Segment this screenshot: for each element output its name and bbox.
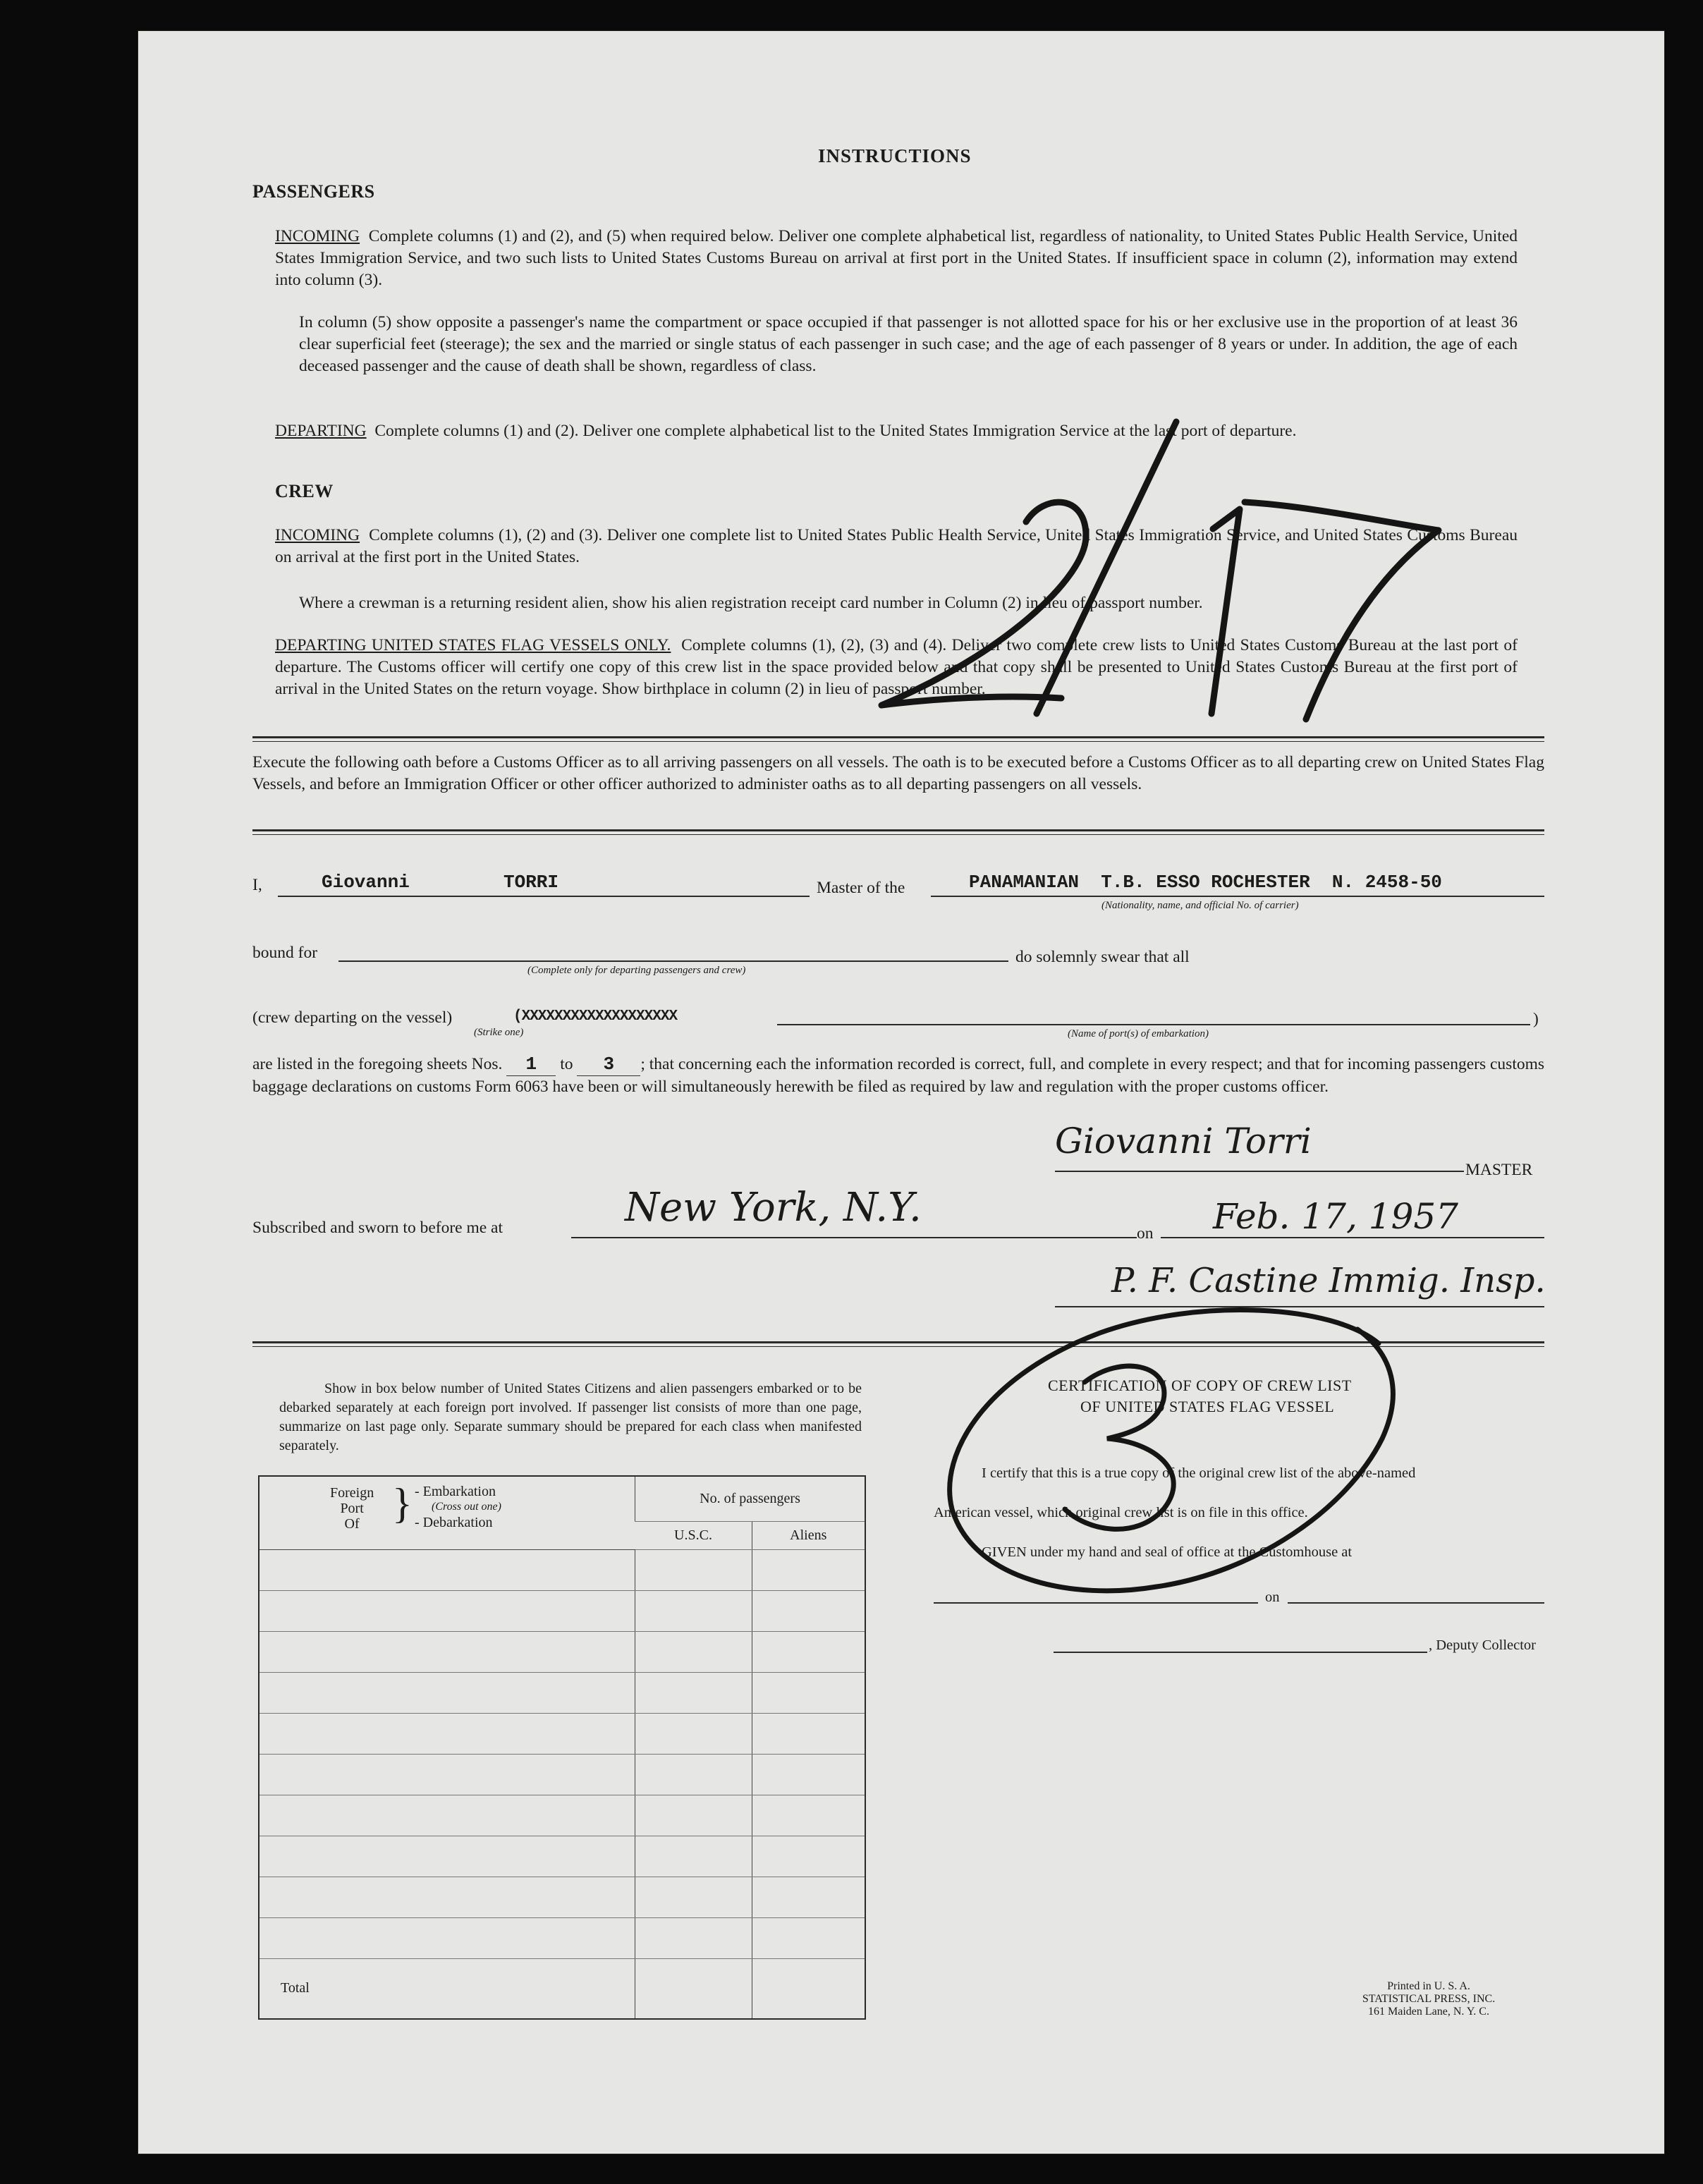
strike-caption: (Strike one) [474, 1027, 524, 1038]
swear-label: do solemnly swear that all [1015, 948, 1190, 966]
crew-incoming-text: Complete columns (1), (2) and (3). Deliver one complete list to United States Public Health Service, United States Immigration Service, and United States Customs Bureau on arrival at the first port in the United States. [275, 526, 1518, 566]
table-cell[interactable] [635, 1549, 752, 1590]
certification-title-1: CERTIFICATION OF COPY OF CREW LIST [1048, 1377, 1352, 1394]
sworn-on-label: on [1137, 1224, 1154, 1243]
port-label: Port [340, 1501, 364, 1516]
customhouse-line [934, 1602, 1258, 1604]
flag-vessels-label: DEPARTING UNITED STATES FLAG VESSELS ONLY. [275, 636, 671, 654]
date-line [1161, 1237, 1544, 1238]
crew-incoming-label: INCOMING [275, 526, 360, 544]
master-signature-line [1055, 1171, 1464, 1172]
flag-vessels-paragraph [275, 635, 1518, 700]
deputy-collector-label: , Deputy Collector [1429, 1637, 1537, 1653]
foreign-label: Foreign [330, 1485, 374, 1501]
printer-line-2: STATISTICAL PRESS, INC. [1362, 1993, 1496, 2005]
table-cell[interactable] [752, 1877, 865, 1917]
deputy-line [1054, 1652, 1427, 1653]
of-label: Of [344, 1516, 360, 1532]
passengers-departing-label: DEPARTING [275, 422, 367, 440]
table-cell[interactable] [259, 1631, 635, 1672]
certify-given-text: GIVEN under my hand and seal of office at the Customhouse at [982, 1544, 1353, 1560]
master-of-label: Master of the [817, 879, 905, 897]
divider-rule [252, 1341, 1544, 1343]
oath-i-label: I, [252, 876, 262, 894]
certify-on-label: on [1265, 1590, 1280, 1605]
bound-for-label: bound for [252, 944, 318, 962]
port-header-cell [259, 1476, 635, 1549]
oath-intro: Execute the following oath before a Customs Officer as to all arriving passengers on all vessels. The oath is to be executed before a Customs Officer as to all departing crew on United States Flag Vessels, and before an Immigration Officer or other officer authorized to administer oaths as to all departing passengers on all vessels. [252, 753, 1544, 793]
passenger-summary-table [258, 1475, 866, 2020]
name-line [278, 896, 810, 897]
table-cell[interactable] [259, 1917, 635, 1958]
table-cell[interactable] [259, 1672, 635, 1713]
sheet-to: 3 [577, 1054, 640, 1076]
table-cell[interactable] [259, 1713, 635, 1754]
embark-caption: (Name of port(s) of embarkation) [1068, 1028, 1209, 1039]
table-cell[interactable] [752, 1590, 865, 1631]
no-passengers-header: No. of passengers [635, 1476, 866, 1521]
vessel-name: PANAMANIAN T.B. ESSO ROCHESTER N. 2458-50 [969, 872, 1442, 893]
place-line [571, 1237, 1137, 1238]
divider-rule [252, 829, 1544, 831]
sheets-paragraph [252, 1054, 1544, 1098]
embarkation-label: - Embarkation [415, 1484, 496, 1499]
printer-line-1: Printed in U. S. A. [1387, 1980, 1470, 1992]
total-aliens-cell[interactable] [752, 1958, 865, 2019]
vessel-line [931, 896, 1544, 897]
table-cell[interactable] [635, 1917, 752, 1958]
cross-out-label: (Cross out one) [432, 1501, 501, 1513]
table-cell[interactable] [635, 1754, 752, 1795]
table-cell[interactable] [752, 1754, 865, 1795]
table-cell[interactable] [259, 1549, 635, 1590]
summary-note: Show in box below number of United States Citizens and alien passengers embarked or to be debarked separately at each foreign port involved. If passenger list consists of more than one page, summarize on last page only. Separate summary should be prepared for each class when manifested separately. [279, 1381, 862, 1453]
struck-text: (XXXXXXXXXXXXXXXXXXX [513, 1008, 678, 1025]
crewman-paragraph: Where a crewman is a returning resident alien, show his alien registration receipt card number in Column (2) in lieu of passport number. [299, 594, 1203, 612]
table-cell[interactable] [259, 1754, 635, 1795]
to-label: to [560, 1055, 573, 1073]
table-cell[interactable] [635, 1836, 752, 1877]
table-cell[interactable] [259, 1590, 635, 1631]
sworn-place: New York, N.Y. [625, 1185, 922, 1231]
subscribed-label: Subscribed and sworn to before me at [252, 1219, 503, 1237]
table-cell[interactable] [752, 1631, 865, 1672]
passengers-departing-text: Complete columns (1) and (2). Deliver one complete alphabetical list to the United States Immigration Service at the last port of departure. [374, 422, 1297, 440]
passengers-heading: PASSENGERS [252, 181, 375, 202]
crew-departing-label: (crew departing on the vessel) [252, 1008, 453, 1027]
passengers-departing-paragraph [275, 420, 1518, 442]
crew-incoming-paragraph [275, 525, 1518, 568]
table-cell[interactable] [752, 1917, 865, 1958]
table-cell[interactable] [635, 1672, 752, 1713]
sheets-text: ; that concerning each the information recorded is correct, full, and complete in every respect; and that for incoming passengers customs baggage declarations on customs Form 6063 have been or will simultaneously herewith be filed as required by law and regulation with the proper customs officer. [252, 1055, 1545, 1096]
master-last-name: TORRI [503, 872, 559, 893]
table-cell[interactable] [635, 1590, 752, 1631]
sworn-date: Feb. 17, 1957 [1213, 1196, 1458, 1237]
brace-icon: } [392, 1480, 413, 1527]
passengers-incoming-label: INCOMING [275, 227, 360, 245]
sheets-label: are listed in the foregoing sheets Nos. [252, 1055, 503, 1073]
passengers-incoming-text: Complete columns (1) and (2), and (5) when required below. Deliver one complete alphabetical list, regardless of nationality, to United States Public Health Service, United States Immigration Service, and two such lists to United States Customs Bureau on arrival at first port in the United States. If insufficient space in column (2), information may extend into column (3). [275, 227, 1518, 289]
table-cell[interactable] [635, 1877, 752, 1917]
printer-imprint [1323, 1980, 1534, 2018]
certify-text: I certify that this is a true copy of the original crew list of the above-named [982, 1465, 1416, 1481]
certification-title-2: OF UNITED STATES FLAG VESSEL [1080, 1398, 1335, 1415]
debarkation-label: - Debarkation [415, 1515, 493, 1530]
officer-signature: P. F. Castine Immig. Insp. [1111, 1261, 1546, 1300]
crew-heading: CREW [275, 481, 334, 501]
table-cell[interactable] [635, 1631, 752, 1672]
certify-date-line [1288, 1602, 1544, 1604]
total-usc-cell[interactable] [635, 1958, 752, 2019]
vessel-caption: (Nationality, name, and official No. of carrier) [1101, 900, 1299, 911]
table-cell[interactable] [752, 1713, 865, 1754]
certify-vessel-text: American vessel, which original crew list is on file in this office. [934, 1505, 1308, 1520]
printer-line-3: 161 Maiden Lane, N. Y. C. [1368, 2006, 1489, 2018]
embark-line [777, 1024, 1530, 1025]
divider-rule [252, 736, 1544, 738]
sheet-from: 1 [506, 1054, 556, 1076]
table-cell[interactable] [752, 1672, 865, 1713]
master-label: MASTER [1465, 1161, 1533, 1179]
divider-rule [252, 741, 1544, 742]
foreign-port-of-label [330, 1485, 374, 1532]
table-cell[interactable] [752, 1549, 865, 1590]
table-cell[interactable] [259, 1877, 635, 1917]
divider-rule [252, 834, 1544, 835]
master-first-name: Giovanni [322, 872, 410, 893]
table-cell[interactable] [752, 1836, 865, 1877]
table-cell[interactable] [752, 1795, 865, 1836]
table-cell[interactable] [259, 1795, 635, 1836]
usc-header: U.S.C. [635, 1521, 752, 1549]
master-signature: Giovanni Torri [1055, 1121, 1312, 1161]
table-cell[interactable] [635, 1795, 752, 1836]
table-cell[interactable] [635, 1713, 752, 1754]
divider-rule [252, 1346, 1544, 1347]
total-label: Total [259, 1958, 635, 2019]
instructions-title: INSTRUCTIONS [818, 145, 972, 166]
aliens-header: Aliens [752, 1521, 865, 1549]
table-cell[interactable] [259, 1836, 635, 1877]
bound-for-caption: (Complete only for departing passengers and crew) [527, 965, 746, 976]
bound-for-line [338, 960, 1008, 962]
column5-paragraph: In column (5) show opposite a passenger's name the compartment or space occupied if that passenger is not allotted space for his or her exclusive use in the proportion of at least 36 clear superficial feet (steerage); the sex and the married or single status of each passenger in such case; and the age of each passenger of 8 years or under. In addition, the age of each deceased passenger and the cause of death shall be shown, regardless of class. [299, 313, 1518, 375]
passengers-incoming-paragraph [275, 226, 1518, 291]
officer-signature-line [1055, 1306, 1544, 1307]
flag-vessels-text: Complete columns (1), (2), (3) and (4). Deliver two complete crew lists to United States Customs Bureau at the last port of departure. The Customs officer will certify one copy of this crew list in the space provided below and that copy shall be presented to United States Customs Bureau at the first port of arrival in the United States on the return voyage. Show birthplace in column (2) in lieu of passport number. [275, 636, 1518, 698]
embark-close-paren: ) [1533, 1010, 1539, 1028]
